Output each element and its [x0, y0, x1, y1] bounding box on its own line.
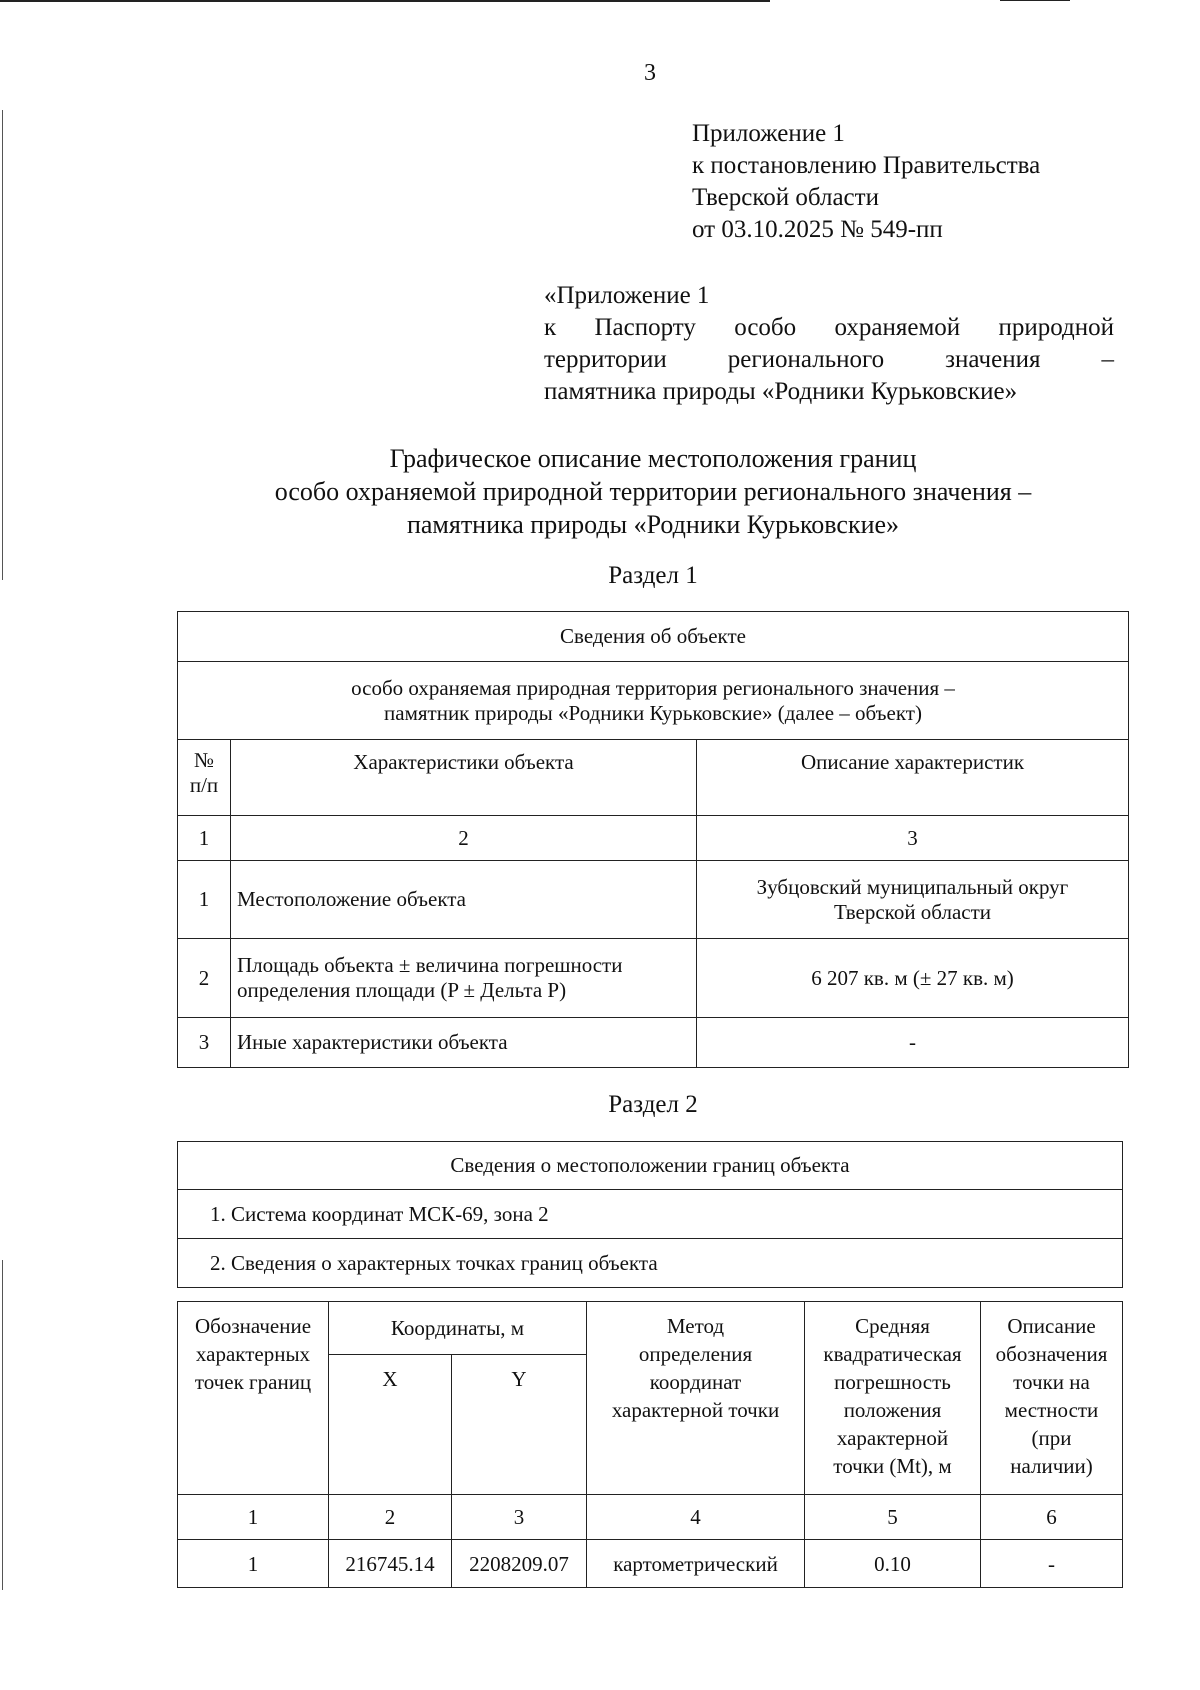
page-number: 3: [644, 60, 656, 86]
object-info-table: [177, 611, 1129, 1068]
location-info-table: [177, 1141, 1123, 1288]
appendix1-line1: Приложение 1: [692, 120, 845, 147]
col-x-header: X: [329, 1355, 452, 1495]
appendix1-line4: от 03.10.2025 № 549-пп: [692, 216, 943, 243]
row-desc-line1: Зубцовский муниципальный округ: [756, 874, 1069, 899]
row-char: [231, 939, 697, 1018]
col-descr-line: местности: [1004, 1398, 1099, 1422]
table-row: [178, 1540, 1123, 1588]
row-char: Местоположение объекта: [231, 861, 697, 939]
row-num: 3: [178, 1018, 231, 1068]
col-desc-header: Описание характеристик: [697, 740, 1129, 816]
appendix2-line3: территории регионального значения –: [544, 346, 1114, 373]
col-descr-line: точки на: [1013, 1370, 1090, 1394]
col-method-line: Метод: [666, 1314, 725, 1338]
appendix-header-1: [692, 118, 1040, 246]
object-name-line1: особо охраняемая природная территория регионального значения –: [351, 675, 955, 700]
index-cell: 5: [805, 1495, 981, 1540]
points-table: [177, 1301, 1123, 1588]
row-num: 1: [178, 861, 231, 939]
col-error-line: квадратическая: [823, 1342, 962, 1366]
appendix2-line1: «Приложение 1: [544, 282, 710, 309]
row-desc: 6 207 кв. м (± 27 кв. м): [697, 939, 1129, 1018]
col-coords-header: Координаты, м: [329, 1302, 587, 1355]
table-row: [178, 939, 1129, 1018]
appendix-header-2: [544, 280, 1114, 408]
col-method-header: [587, 1302, 805, 1495]
col-descr-line: наличии): [1010, 1454, 1093, 1478]
scan-edge-top: [0, 0, 770, 2]
point-x: 216745.14: [329, 1540, 452, 1588]
section2-label: Раздел 2: [608, 1091, 698, 1118]
table-row: [178, 1018, 1129, 1068]
col-method-line: координат: [649, 1370, 742, 1394]
col-y-header: Y: [452, 1355, 587, 1495]
appendix2-line4: памятника природы «Родники Курьковские»: [544, 378, 1018, 405]
object-info-header: Сведения об объекте: [178, 612, 1129, 662]
index-cell: 1: [178, 1495, 329, 1540]
index-cell: 2: [231, 816, 697, 861]
col-error-line: точки (Mt), м: [833, 1454, 952, 1478]
col-descr-line: Описание: [1007, 1314, 1096, 1338]
index-cell: 2: [329, 1495, 452, 1540]
col-descr-line: (при: [1031, 1426, 1072, 1450]
col-error-line: Средняя: [855, 1314, 930, 1338]
col-descr-header: [981, 1302, 1123, 1495]
col-num-header: [178, 740, 231, 816]
coord-system: 1. Система координат МСК-69, зона 2: [178, 1190, 1123, 1239]
scan-edge-left-lower: [2, 1260, 3, 1590]
point-mt: 0.10: [805, 1540, 981, 1588]
index-cell: 3: [452, 1495, 587, 1540]
col-error-line: характерной: [836, 1426, 949, 1450]
table-index-row: [178, 816, 1129, 861]
scan-edge-top-right: [1000, 0, 1070, 1]
appendix2-line2: к Паспорту особо охраняемой природной: [544, 314, 1114, 341]
point-method: картометрический: [587, 1540, 805, 1588]
col-error-header: [805, 1302, 981, 1495]
document-title: [0, 442, 1200, 541]
row-char-line2: определения площади (P ± Дельта P): [237, 978, 567, 1002]
object-name-line2: памятник природы «Родники Курьковские» (далее – объект): [384, 700, 922, 725]
index-cell: 1: [178, 816, 231, 861]
col-method-line: характерной точки: [611, 1398, 780, 1422]
appendix1-line2: к постановлению Правительства: [692, 152, 1041, 179]
points-info: 2. Сведения о характерных точках границ объекта: [178, 1239, 1123, 1288]
index-cell: 4: [587, 1495, 805, 1540]
col-point-header: [178, 1302, 329, 1495]
title-line3: памятника природы «Родники Курьковские»: [406, 510, 900, 539]
row-desc: -: [697, 1018, 1129, 1068]
row-desc-line2: Тверской области: [833, 899, 992, 924]
col-char-header: Характеристики объекта: [231, 740, 697, 816]
row-desc: [697, 861, 1129, 939]
col-point-line: точек границ: [194, 1370, 312, 1394]
appendix1-line3: Тверской области: [692, 184, 879, 211]
title-line2: особо охраняемой природной территории регионального значения –: [274, 477, 1032, 506]
col-error-line: положения: [843, 1398, 942, 1422]
location-info-header: Сведения о местоположении границ объекта: [178, 1142, 1123, 1190]
col-point-line: Обозначение: [194, 1314, 312, 1338]
col-num-line2: п/п: [189, 773, 219, 797]
object-name-cell: [178, 662, 1129, 740]
row-num: 2: [178, 939, 231, 1018]
point-y: 2208209.07: [452, 1540, 587, 1588]
title-line1: Графическое описание местоположения границ: [389, 444, 917, 473]
col-descr-line: обозначения: [995, 1342, 1108, 1366]
row-char: Иные характеристики объекта: [231, 1018, 697, 1068]
col-point-line: характерных: [195, 1342, 311, 1366]
index-cell: 6: [981, 1495, 1123, 1540]
table-index-row: [178, 1495, 1123, 1540]
point-desc: -: [981, 1540, 1123, 1588]
col-num-line1: №: [193, 748, 215, 772]
section1-label: Раздел 1: [608, 562, 698, 589]
index-cell: 3: [697, 816, 1129, 861]
point-id: 1: [178, 1540, 329, 1588]
col-method-line: определения: [638, 1342, 753, 1366]
row-char-line1: Площадь объекта ± величина погрешности: [237, 953, 623, 977]
col-error-line: погрешность: [834, 1370, 951, 1394]
table-row: [178, 861, 1129, 939]
